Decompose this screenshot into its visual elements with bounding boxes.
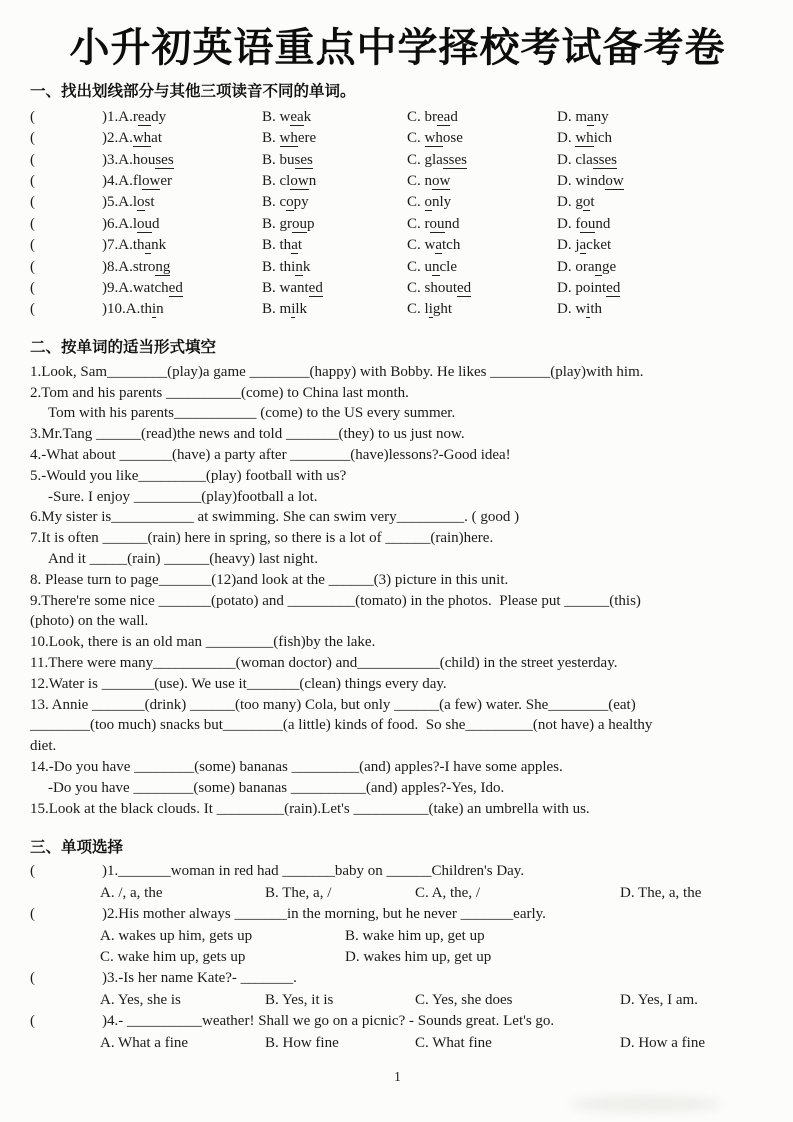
option-c: C. uncle bbox=[407, 258, 457, 275]
choice-options-row bbox=[100, 947, 765, 968]
option-d: D. window bbox=[557, 173, 624, 190]
phonetics-question-row bbox=[30, 235, 765, 256]
fill-blank-line: 4.-What about _______(have) a party after ________(have)lessons?-Good idea! bbox=[30, 447, 511, 464]
fill-blank-line: 12.Water is _______(use). We use it_______(clean) things every day. bbox=[30, 675, 447, 692]
option-d: D. orange bbox=[557, 258, 617, 275]
section3-heading: 三、单项选择 bbox=[30, 839, 124, 857]
choice-question-stem bbox=[30, 1011, 765, 1032]
underlined-part: o bbox=[582, 194, 591, 211]
section-multiple-choice bbox=[30, 838, 765, 1054]
option-b: B. weak bbox=[262, 108, 312, 125]
option-a: )3.A.houses bbox=[102, 151, 174, 168]
underlined-part: ed bbox=[168, 280, 183, 297]
choice-option: B. How fine bbox=[265, 1034, 339, 1051]
underlined-part: o bbox=[424, 194, 433, 211]
choice-options-row bbox=[100, 990, 765, 1011]
underlined-part: ow bbox=[142, 173, 161, 190]
choice-option: C. A, the, / bbox=[415, 884, 481, 901]
choice-option: D. Yes, I am. bbox=[620, 991, 698, 1008]
answer-space-paren: ( bbox=[30, 173, 35, 190]
underlined-part: i bbox=[428, 301, 433, 318]
underlined-part: ea bbox=[437, 108, 451, 125]
section-fill-blanks bbox=[30, 338, 765, 820]
underlined-part: i bbox=[152, 301, 157, 318]
option-a: )1.A.ready bbox=[102, 108, 167, 125]
option-a: )5.A.lost bbox=[102, 194, 155, 211]
option-b: B. buses bbox=[262, 151, 313, 168]
fill-blank-line: -Sure. I enjoy _________(play)football a lot. bbox=[48, 488, 318, 505]
phonetics-question-row bbox=[30, 128, 765, 149]
underlined-part: ed bbox=[308, 280, 323, 297]
option-c: C. only bbox=[407, 194, 452, 211]
underlined-part: o bbox=[286, 194, 294, 211]
option-a: )6.A.loud bbox=[102, 215, 160, 232]
option-d: D. many bbox=[557, 108, 609, 125]
option-b: B. copy bbox=[262, 194, 309, 211]
option-d: D. jacket bbox=[557, 237, 612, 254]
underlined-part: a bbox=[579, 237, 587, 254]
fill-blank-line: And it _____(rain) ______(heavy) last night. bbox=[48, 551, 318, 568]
option-a: )9.A.watched bbox=[102, 280, 183, 297]
option-b: B. think bbox=[262, 258, 311, 275]
option-b: B. wanted bbox=[262, 280, 323, 297]
option-a: )10.A.thin bbox=[102, 301, 164, 318]
answer-space-paren: ( bbox=[30, 301, 35, 318]
option-c: C. bread bbox=[407, 108, 458, 125]
fill-blank-line: 5.-Would you like_________(play) football with us? bbox=[30, 467, 347, 484]
fill-blank-line: 2.Tom and his parents __________(come) to China last month. bbox=[30, 384, 409, 401]
phonetics-question-row bbox=[30, 192, 765, 213]
option-d: D. got bbox=[557, 194, 595, 211]
underlined-part: ng bbox=[155, 258, 171, 275]
phonetics-question-row bbox=[30, 299, 765, 320]
option-d: D. pointed bbox=[557, 280, 621, 297]
option-c: C. watch bbox=[407, 237, 461, 254]
underlined-part: ses bbox=[155, 151, 174, 168]
fill-blank-line: 7.It is often ______(rain) here in spring, so there is a lot of ______(rain)here. bbox=[30, 530, 494, 547]
fill-blank-line: 10.Look, there is an old man _________(fish)by the lake. bbox=[30, 634, 376, 651]
paper-title: 小升初英语重点中学择校考试备考卷 bbox=[69, 26, 726, 70]
option-c: C. light bbox=[407, 301, 453, 318]
choice-question-stem bbox=[30, 861, 765, 882]
phonetics-question-list bbox=[30, 107, 765, 321]
fill-blank-line: Tom with his parents___________ (come) to the US every summer. bbox=[48, 405, 456, 422]
choice-question-stem bbox=[30, 968, 765, 989]
answer-space-paren: ( bbox=[30, 194, 35, 211]
scan-smudge bbox=[571, 1096, 721, 1112]
choice-option: A. wakes up him, gets up bbox=[100, 927, 253, 944]
option-d: D. classes bbox=[557, 151, 617, 168]
choice-option: B. The, a, / bbox=[265, 884, 332, 901]
underlined-part: ses bbox=[294, 151, 313, 168]
underlined-part: ea bbox=[137, 108, 152, 125]
choice-question-list bbox=[30, 861, 765, 1054]
phonetics-question-row bbox=[30, 214, 765, 235]
section1-heading: 一、找出划线部分与其他三项读音不同的单词。 bbox=[30, 82, 356, 100]
underlined-part: ow bbox=[432, 173, 451, 190]
fill-blank-line: ________(too much) snacks but________(a little) kinds of food. So she_________(not have) a healthy bbox=[30, 717, 653, 734]
phonetics-question-row bbox=[30, 278, 765, 299]
choice-options-row bbox=[100, 1033, 765, 1054]
underlined-part: ou bbox=[580, 215, 596, 232]
phonetics-question-row bbox=[30, 150, 765, 171]
underlined-part: n bbox=[295, 258, 303, 275]
fill-blank-line: 13. Annie _______(drink) ______(too many) Cola, but only ______(a few) water. She________(eat) bbox=[30, 696, 636, 713]
underlined-part: sses bbox=[442, 151, 468, 168]
option-c: C. glasses bbox=[407, 151, 468, 168]
choice-option: A. /, a, the bbox=[100, 884, 163, 901]
answer-space-paren: ( bbox=[30, 215, 35, 232]
answer-space-paren: ( bbox=[30, 237, 35, 254]
underlined-part: i bbox=[586, 301, 591, 318]
fill-blank-line: 1.Look, Sam________(play)a game ________(happy) with Bobby. He likes ________(play)with him. bbox=[30, 363, 644, 380]
choice-options-row bbox=[100, 926, 765, 947]
choice-stem-text: )4.- __________weather! Shall we go on a picnic? - Sounds great. Let's go. bbox=[102, 1013, 555, 1030]
choice-stem-text: )2.His mother always _______in the morning, but he never _______early. bbox=[102, 906, 546, 923]
answer-space-paren: ( bbox=[30, 108, 35, 125]
fill-blank-line: 8. Please turn to page_______(12)and look at the ______(3) picture in this unit. bbox=[30, 571, 509, 588]
underlined-part: o bbox=[137, 194, 145, 211]
underlined-part: ou bbox=[137, 215, 152, 232]
option-a: )2.A.what bbox=[102, 130, 162, 147]
underlined-part: wh bbox=[279, 130, 298, 147]
fill-blank-line: 15.Look at the black clouds. It _________(rain).Let's __________(take) an umbrella with us. bbox=[30, 800, 590, 817]
option-b: B. clown bbox=[262, 173, 317, 190]
fill-blank-line: 14.-Do you have ________(some) bananas _________(and) apples?-I have some apples. bbox=[30, 759, 563, 775]
underlined-part: ou bbox=[292, 215, 307, 232]
choice-option: D. The, a, the bbox=[620, 884, 702, 901]
answer-space-paren: ( bbox=[30, 151, 35, 168]
option-b: B. group bbox=[262, 215, 315, 232]
option-a: )7.A.thank bbox=[102, 237, 167, 254]
underlined-part: a bbox=[291, 237, 298, 254]
underlined-part: a bbox=[144, 237, 152, 254]
answer-space-paren: ( bbox=[30, 906, 35, 923]
fill-blank-line: 3.Mr.Tang ______(read)the news and told _______(they) to us just now. bbox=[30, 426, 465, 443]
choice-question-stem bbox=[30, 904, 765, 925]
choice-stem-text: )3.-Is her name Kate?- _______. bbox=[102, 970, 297, 987]
option-a: )4.A.flower bbox=[102, 173, 172, 190]
fill-blank-line: 11.There were many___________(woman doctor) and___________(child) in the street yesterday. bbox=[30, 655, 618, 672]
choice-options-row bbox=[100, 883, 765, 904]
choice-stem-text: )1._______woman in red had _______baby on ______Children's Day. bbox=[102, 863, 525, 880]
option-c: C. now bbox=[407, 173, 451, 190]
choice-option: A. Yes, she is bbox=[100, 991, 181, 1008]
underlined-part: sses bbox=[592, 151, 617, 168]
choice-option: C. Yes, she does bbox=[415, 991, 513, 1008]
option-d: D. found bbox=[557, 215, 611, 232]
fill-blank-line-list bbox=[30, 362, 765, 820]
answer-space-paren: ( bbox=[30, 863, 35, 880]
underlined-part: a bbox=[587, 108, 594, 125]
underlined-part: wh bbox=[132, 130, 152, 147]
choice-option: D. wakes him up, get up bbox=[345, 949, 492, 966]
option-b: B. where bbox=[262, 130, 317, 147]
section2-heading: 二、按单词的适当形式填空 bbox=[30, 338, 217, 356]
underlined-part: a bbox=[435, 237, 443, 254]
underlined-part: ea bbox=[290, 108, 304, 125]
choice-option: A. What a fine bbox=[100, 1034, 189, 1051]
fill-blank-line: 6.My sister is___________ at swimming. She can swim very_________. ( good ) bbox=[30, 509, 520, 526]
underlined-part: i bbox=[291, 301, 296, 318]
underlined-part: n bbox=[594, 258, 602, 275]
answer-space-paren: ( bbox=[30, 130, 35, 147]
option-b: B. milk bbox=[262, 301, 308, 318]
choice-option: C. What fine bbox=[415, 1034, 492, 1051]
fill-blank-line: -Do you have ________(some) bananas __________(and) apples?-Yes, Ido. bbox=[48, 779, 505, 796]
option-c: C. shouted bbox=[407, 280, 472, 297]
section-phonetics bbox=[30, 82, 765, 321]
option-c: C. whose bbox=[407, 130, 463, 147]
choice-option: B. Yes, it is bbox=[265, 991, 334, 1008]
underlined-part: ed bbox=[606, 280, 621, 297]
answer-space-paren: ( bbox=[30, 1013, 35, 1030]
option-a: )8.A.strong bbox=[102, 258, 171, 275]
fill-blank-line: (photo) on the wall. bbox=[30, 613, 149, 630]
fill-blank-line: diet. bbox=[30, 738, 57, 755]
answer-space-paren: ( bbox=[30, 970, 35, 987]
underlined-part: n bbox=[432, 258, 440, 275]
underlined-part: wh bbox=[575, 130, 594, 147]
option-d: D. which bbox=[557, 130, 613, 147]
phonetics-question-row bbox=[30, 257, 765, 278]
phonetics-question-row bbox=[30, 107, 765, 128]
underlined-part: ow bbox=[605, 173, 624, 190]
option-c: C. round bbox=[407, 215, 460, 232]
fill-blank-line: 9.There're some nice _______(potato) and _________(tomato) in the photos. Please put ______(this) bbox=[30, 592, 641, 609]
underlined-part: ed bbox=[457, 280, 472, 297]
page-number: 1 bbox=[394, 1069, 401, 1085]
choice-option: D. How a fine bbox=[620, 1034, 705, 1051]
underlined-part: ow bbox=[290, 173, 309, 190]
option-b: B. that bbox=[262, 237, 303, 254]
phonetics-question-row bbox=[30, 171, 765, 192]
choice-option: B. wake him up, get up bbox=[345, 927, 485, 944]
choice-option: C. wake him up, gets up bbox=[100, 949, 246, 966]
option-d: D. with bbox=[557, 301, 603, 318]
underlined-part: ou bbox=[429, 215, 445, 232]
underlined-part: wh bbox=[424, 130, 443, 147]
answer-space-paren: ( bbox=[30, 258, 35, 275]
answer-space-paren: ( bbox=[30, 280, 35, 297]
